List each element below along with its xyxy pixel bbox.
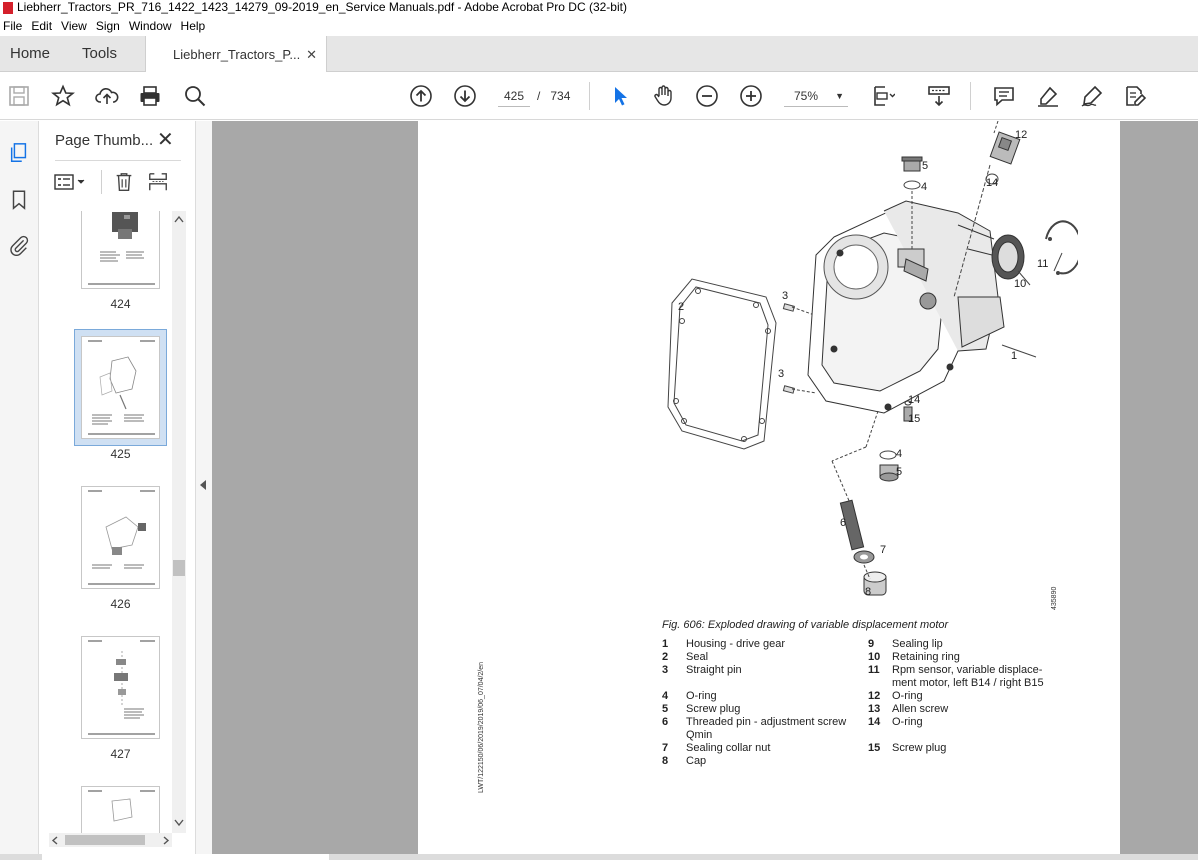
figure-caption: Fig. 606: Exploded drawing of variable displacement motor: [662, 619, 949, 631]
pdf-page: [418, 121, 1120, 854]
bookmarks-icon[interactable]: [6, 187, 32, 213]
legend-num: 3: [662, 664, 669, 676]
legend-num: 12: [868, 690, 881, 702]
legend-num: 10: [868, 651, 881, 663]
close-tab-icon[interactable]: ✕: [306, 47, 317, 62]
menu-sign[interactable]: Sign: [95, 19, 120, 33]
status-segment: [42, 854, 329, 860]
legend-num: 13: [868, 703, 881, 715]
retaining-ring: [1046, 221, 1078, 275]
chevron-down-icon: ▼: [835, 91, 844, 101]
thumbnail-label: 424: [110, 297, 131, 311]
main-toolbar: [0, 72, 1198, 120]
magnifier-icon[interactable]: [182, 83, 208, 109]
page-thumbnails-panel: [39, 121, 196, 860]
scroll-up-icon[interactable]: [174, 215, 184, 223]
document-viewport[interactable]: [212, 121, 1198, 854]
legend-text: Sealing lip: [892, 638, 943, 650]
legend-num: 9: [868, 638, 875, 650]
straight-pin: [783, 304, 794, 393]
callout-12: 14: [986, 177, 999, 189]
legend-text: Sealing collar nut: [686, 742, 771, 754]
toolbar-divider: [970, 82, 971, 110]
legend-text: Qmin: [686, 729, 713, 741]
left-nav-rail: [0, 121, 39, 860]
callout-14: 14: [908, 394, 921, 406]
edit-pdf-icon[interactable]: [1122, 83, 1148, 109]
legend-text: ment motor, left B14 / right B15: [892, 677, 1044, 689]
legend-num: 7: [662, 742, 669, 754]
star-icon[interactable]: [50, 83, 76, 109]
close-panel-icon[interactable]: ✕: [157, 129, 174, 151]
legend-text: Straight pin: [686, 664, 742, 676]
callout-11: 12: [1015, 129, 1028, 141]
panel-tools-divider: [101, 170, 102, 194]
page-thumbnails-icon[interactable]: [6, 140, 32, 166]
scroll-mode-icon[interactable]: [926, 83, 952, 109]
attachments-icon[interactable]: [6, 232, 32, 258]
legend-text: Retaining ring: [892, 651, 960, 663]
thumbnail-label: 425: [110, 447, 131, 461]
callout-6: 6: [840, 517, 847, 529]
legend-num: 6: [662, 716, 669, 728]
highlight-pen-icon[interactable]: [1035, 83, 1061, 109]
scroll-left-icon[interactable]: [51, 836, 59, 845]
document-tab-label: Liebherr_Tractors_P...: [173, 47, 301, 62]
legend-num: 2: [662, 651, 669, 663]
legend-text: Allen screw: [892, 703, 949, 715]
legend-num: 11: [868, 664, 880, 676]
seal-gasket: [668, 279, 776, 449]
thumbnail-options-icon[interactable]: [53, 171, 87, 196]
callout-7: 7: [880, 544, 887, 556]
thumbnail-page[interactable]: [81, 636, 160, 739]
thumbnail-preview: [82, 487, 161, 590]
menu-window[interactable]: Window: [128, 19, 172, 33]
legend-text: Housing - drive gear: [686, 638, 786, 650]
thumbnail-preview: [82, 211, 161, 290]
legend-text: O-ring: [892, 690, 923, 702]
extract-pages-icon[interactable]: [147, 171, 169, 196]
legend-text: O-ring: [892, 716, 923, 728]
legend-text: O-ring: [686, 690, 717, 702]
thumbnail-page[interactable]: [81, 211, 160, 289]
tab-tools[interactable]: Tools: [82, 45, 118, 62]
legend-num: 8: [662, 755, 669, 767]
menu-bar: [0, 16, 1198, 36]
legend-text: Seal: [686, 651, 709, 663]
printer-icon[interactable]: [137, 83, 163, 109]
scroll-right-icon[interactable]: [162, 836, 170, 845]
window-title: Liebherr_Tractors_PR_716_1422_1423_14279_09-2019_en_Service Manuals.pdf - Adobe Acrobat Pro DC (32-bit): [17, 0, 627, 14]
vertical-scroll-thumb[interactable]: [173, 560, 185, 576]
thumbnail-page[interactable]: [81, 786, 160, 833]
legend-num: 5: [662, 703, 669, 715]
acrobat-app-icon: [3, 2, 13, 14]
callout-5: 5: [896, 466, 903, 478]
total-pages: 734: [550, 89, 571, 103]
page-separator: /: [537, 89, 541, 103]
legend-num: 1: [662, 638, 669, 650]
housing-drive-gear: [808, 201, 1004, 413]
thumbnail-preview: [82, 337, 161, 440]
legend-right: [868, 638, 1088, 768]
trash-icon[interactable]: [113, 171, 135, 196]
zoom-value: 75%: [794, 89, 819, 103]
collapse-panel-icon[interactable]: [200, 480, 206, 490]
callout-15: 15: [908, 413, 921, 425]
menu-view[interactable]: View: [61, 19, 87, 33]
callout-3: 3: [782, 290, 789, 302]
panel-divider: [55, 160, 181, 161]
title-bar: [0, 0, 1198, 16]
callout-4: 4: [921, 181, 928, 193]
thumbnail-vertical-scrollbar[interactable]: [172, 211, 186, 833]
horizontal-scroll-thumb[interactable]: [65, 835, 145, 845]
legend-num: 15: [868, 742, 881, 754]
menu-edit[interactable]: Edit: [31, 19, 53, 33]
thumbnail-page-selected[interactable]: [81, 336, 160, 439]
callout-8: 8: [865, 586, 872, 598]
thumbnail-label: 427: [110, 747, 131, 761]
thumbnail-label: 426: [110, 597, 131, 611]
legend-left: [662, 638, 862, 768]
save-icon[interactable]: [6, 83, 32, 109]
cursor-icon[interactable]: [607, 83, 633, 109]
callout-4: 4: [896, 448, 903, 460]
legend-num: 4: [662, 690, 669, 702]
legend-text: Threaded pin - adjustment screw: [686, 716, 847, 728]
legend-text: Rpm sensor, variable displace-: [892, 664, 1043, 676]
minus-circle-icon[interactable]: [694, 83, 720, 109]
arrow-up-circle-icon[interactable]: [408, 83, 434, 109]
zoom-select[interactable]: [784, 85, 848, 107]
exploded-drawing: [658, 121, 1078, 611]
thumbnail-horizontal-scrollbar[interactable]: [49, 833, 172, 847]
callout-9: 10: [1014, 278, 1027, 290]
scroll-down-icon[interactable]: [174, 819, 184, 827]
figure-code: 435890: [1051, 586, 1058, 610]
tab-document[interactable]: [145, 36, 327, 73]
legend-text: Cap: [686, 755, 707, 767]
fit-page-icon[interactable]: [870, 83, 896, 109]
sign-pen-icon[interactable]: [1079, 83, 1105, 109]
thumbnail-preview: [82, 787, 161, 833]
comment-icon[interactable]: [991, 83, 1017, 109]
sealing-collar-nut: [854, 551, 874, 563]
callout-5: 5: [922, 160, 929, 172]
legend-text: Screw plug: [686, 703, 741, 715]
tab-bar: [0, 36, 1198, 72]
arrow-down-circle-icon[interactable]: [452, 83, 478, 109]
hand-icon[interactable]: [650, 83, 676, 109]
callout-3: 3: [778, 368, 785, 380]
document-side-code: LWT/122150/06/2019/2019/06_07/04/2/en: [478, 661, 485, 793]
tab-home[interactable]: Home: [10, 45, 51, 62]
menu-help[interactable]: Help: [180, 19, 206, 33]
page-total: [537, 85, 570, 107]
plus-circle-icon[interactable]: [738, 83, 764, 109]
cloud-upload-icon[interactable]: [94, 83, 120, 109]
thumbnail-page[interactable]: [81, 486, 160, 589]
callout-2: 2: [678, 301, 685, 313]
legend-num: 14: [868, 716, 881, 728]
screw-plug-top: [902, 157, 922, 171]
panel-title: Page Thumb...: [55, 132, 154, 149]
status-bar: [0, 854, 1198, 860]
page-number-input[interactable]: 425: [498, 85, 530, 107]
thumbnail-preview: [82, 637, 161, 740]
callout-10: 11: [1037, 258, 1049, 270]
callout-1: 1: [1011, 350, 1018, 362]
panel-splitter[interactable]: [196, 121, 212, 860]
legend-text: Screw plug: [892, 742, 947, 754]
menu-file[interactable]: File: [3, 19, 23, 33]
toolbar-divider: [589, 82, 590, 110]
